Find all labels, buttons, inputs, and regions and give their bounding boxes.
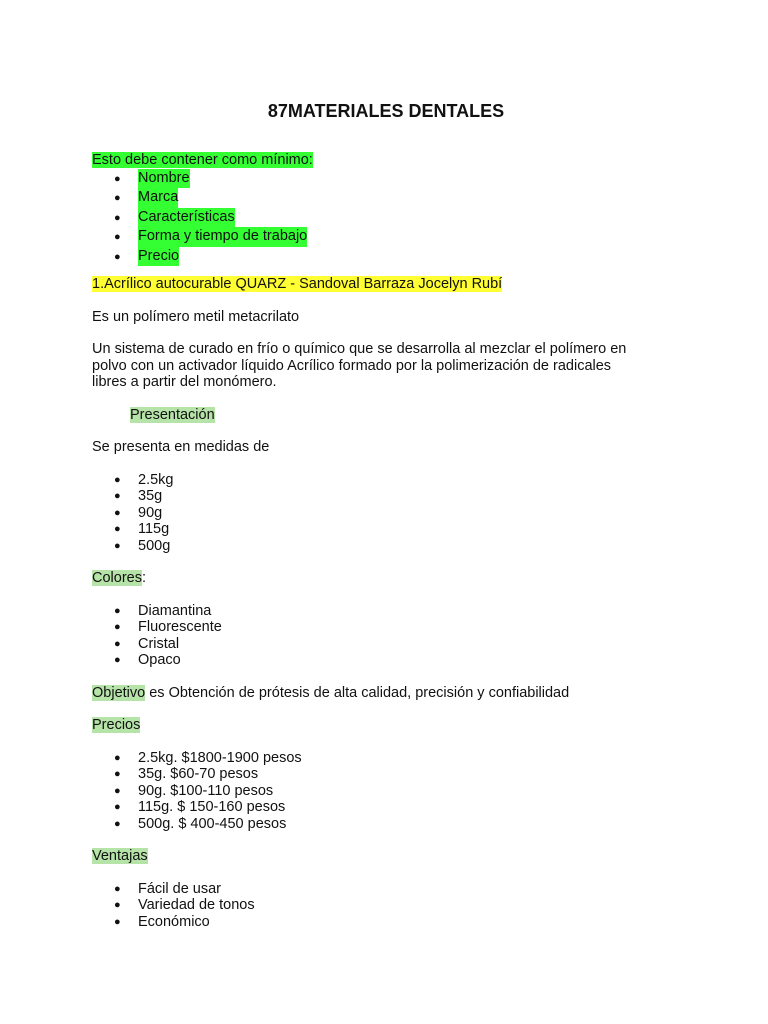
- description-line: Un sistema de curado en frío o químico que se desarrolla al mezclar el polímero en: [92, 341, 627, 357]
- list-item: [92, 783, 672, 800]
- list-item: [92, 636, 672, 653]
- objetivo-label: Objetivo: [92, 684, 146, 701]
- medida-value: 35g: [138, 488, 163, 504]
- list-item: [92, 505, 672, 522]
- list-item: [92, 538, 672, 555]
- description-line: polvo con un activador líquido Acrílico formado por la polimerización de radicales: [92, 357, 612, 374]
- ventaja-value: Fácil de usar: [138, 880, 222, 897]
- bullet-icon: ●: [114, 801, 121, 813]
- bullet-icon: ●: [114, 654, 121, 666]
- bullet-icon: ●: [114, 637, 121, 650]
- ventaja-value: Variedad de tonos: [138, 897, 255, 913]
- intro-item-precio: Precio: [138, 247, 180, 264]
- bullet-icon: ●: [114, 250, 121, 263]
- list-item: [92, 247, 672, 267]
- list-item: [92, 766, 672, 783]
- color-value: Opaco: [138, 652, 181, 668]
- list-item: [92, 881, 672, 898]
- description-paragraph: [92, 341, 672, 391]
- document-body: [92, 100, 672, 930]
- intro-item-caracteristicas: Características: [138, 208, 235, 225]
- bullet-icon: ●: [114, 604, 121, 617]
- list-item: [92, 619, 672, 636]
- bullet-icon: ●: [114, 523, 121, 535]
- list-item: [92, 488, 672, 505]
- color-value: Cristal: [138, 635, 180, 652]
- color-value: Diamantina: [138, 602, 212, 619]
- intro-item-highlight: [114, 169, 190, 189]
- precios-list: [92, 750, 672, 833]
- list-item: [92, 914, 672, 931]
- list-item: [92, 750, 672, 767]
- medida-value: 2.5kg: [138, 471, 174, 488]
- bullet-icon: ●: [114, 490, 121, 502]
- precio-value: 35g. $60-70 pesos: [138, 766, 259, 782]
- intro-heading-text: Esto debe contener como mínimo:: [92, 152, 313, 168]
- intro-heading: [92, 152, 672, 169]
- bullet-icon: ●: [114, 473, 121, 486]
- section-heading-text: 1.Acrílico autocurable QUARZ - Sandoval Barraza Jocelyn Rubí: [92, 276, 503, 292]
- precios-label: Precios: [92, 717, 141, 733]
- intro-item-forma: Forma y tiempo de trabajo: [138, 228, 308, 244]
- bullet-icon: ●: [114, 231, 121, 243]
- bullet-icon: ●: [114, 192, 121, 204]
- colores-list: [92, 603, 672, 669]
- list-item: [92, 603, 672, 620]
- bullet-icon: ●: [114, 621, 121, 633]
- section-heading: [92, 276, 672, 293]
- bullet-icon: ●: [114, 751, 121, 764]
- presentacion-heading: [92, 407, 672, 424]
- medida-value: 90g: [138, 504, 163, 521]
- intro-item-marca: Marca: [138, 189, 179, 205]
- bullet-icon: ●: [114, 784, 121, 797]
- bullet-icon: ●: [114, 539, 121, 552]
- document-title: 87MATERIALES DENTALES: [267, 101, 505, 121]
- list-item: [92, 897, 672, 914]
- colores-label: Colores: [92, 570, 142, 586]
- objetivo-paragraph: [92, 685, 672, 702]
- medida-value: 500g: [138, 537, 171, 554]
- bullet-icon: ●: [114, 506, 121, 519]
- precio-value: 115g. $ 150-160 pesos: [138, 799, 286, 815]
- ventaja-value: Económico: [138, 913, 210, 930]
- colores-suffix: :: [141, 570, 146, 586]
- precio-value: 90g. $100-110 pesos: [138, 782, 274, 799]
- list-item: [92, 227, 672, 247]
- description-line: libres a partir del monómero.: [92, 374, 277, 390]
- list-item: [92, 799, 672, 816]
- bullet-icon: ●: [114, 768, 121, 780]
- presentacion-label: Presentación: [130, 406, 215, 423]
- list-item: [92, 652, 672, 669]
- list-item: [92, 521, 672, 538]
- colores-heading: [92, 570, 672, 587]
- medidas-list: [92, 472, 672, 555]
- medida-value: 115g: [138, 521, 170, 537]
- list-item: [92, 472, 672, 489]
- ventajas-heading: [92, 848, 672, 865]
- list-item: [92, 169, 672, 189]
- bullet-icon: ●: [114, 211, 121, 224]
- precio-value: 2.5kg. $1800-1900 pesos: [138, 749, 302, 766]
- list-item: [92, 816, 672, 833]
- intro-item-highlight: [114, 188, 179, 208]
- precios-heading: [92, 717, 672, 734]
- intro-item-highlight: [114, 208, 235, 228]
- bullet-icon: ●: [114, 817, 121, 830]
- bullet-icon: ●: [114, 915, 121, 928]
- intro-item-nombre: Nombre: [138, 169, 190, 186]
- intro-item-highlight: [114, 227, 308, 247]
- ventajas-list: [92, 881, 672, 931]
- ventajas-label: Ventajas: [92, 848, 148, 864]
- medidas-intro: Se presenta en medidas de: [92, 439, 270, 455]
- list-item: [92, 208, 672, 228]
- color-value: Fluorescente: [138, 619, 222, 635]
- objetivo-text: es Obtención de prótesis de alta calidad, precisión y confiabilidad: [145, 684, 570, 701]
- bullet-icon: ●: [114, 899, 121, 911]
- bullet-icon: ●: [114, 882, 121, 895]
- bullet-icon: ●: [114, 172, 121, 185]
- intro-item-highlight: [114, 247, 180, 267]
- intro-list: [92, 169, 672, 267]
- definition-paragraph: Es un polímero metil metacrilato: [92, 308, 300, 325]
- precio-value: 500g. $ 400-450 pesos: [138, 815, 287, 832]
- list-item: [92, 188, 672, 208]
